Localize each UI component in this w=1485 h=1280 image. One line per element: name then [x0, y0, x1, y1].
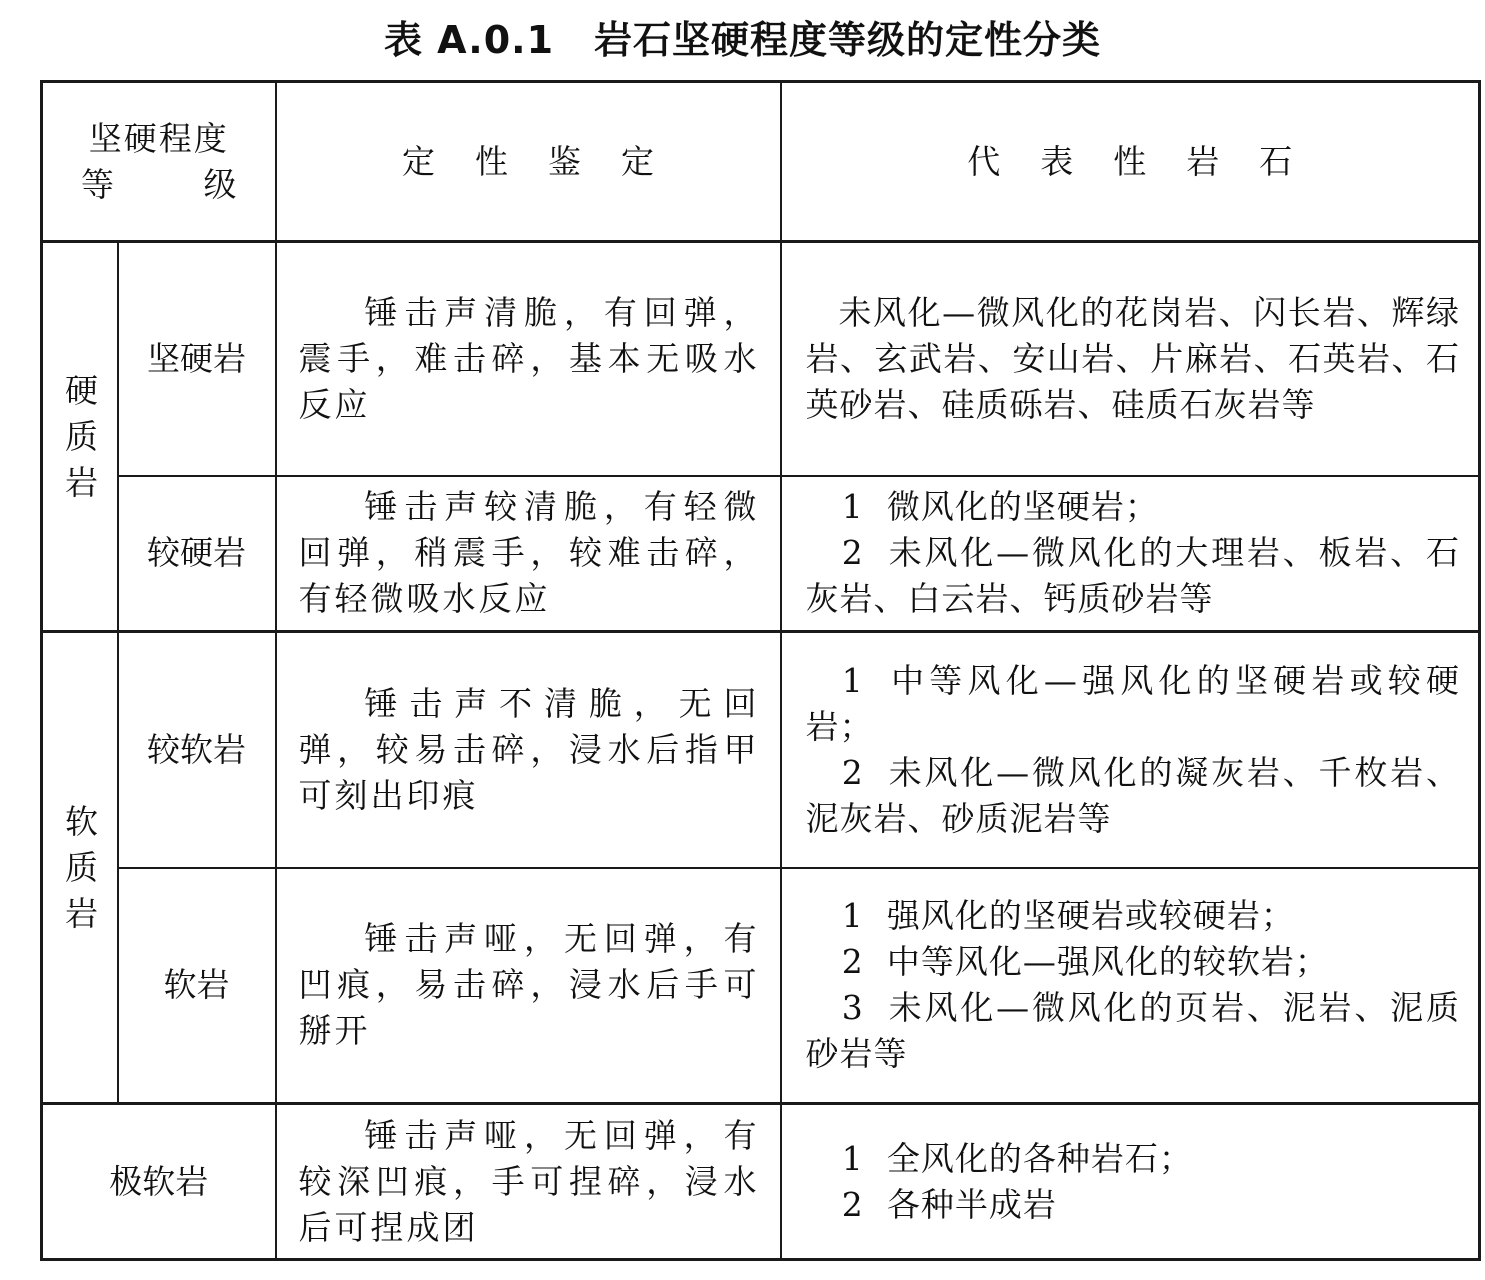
qualitative-very-soft: 锤击声哑，无回弹，有凹痕，易击碎，浸水后手可掰开 [276, 868, 781, 1104]
table-row [42, 868, 1480, 1104]
table-title-text: 岩石坚硬程度等级的定性分类 [594, 18, 1102, 62]
representative-soft [781, 632, 1480, 868]
header-qualitative: 定性鉴定 [276, 82, 781, 242]
representative-very-hard [781, 242, 1480, 476]
list-item: 2 未风化—微风化的凝灰岩、千枚岩、泥灰岩、砂质泥岩等 [805, 752, 1460, 838]
qualitative-extremely-soft: 锤击声哑，无回弹，有较深凹痕，手可捏碎，浸水后可捏成团 [276, 1104, 781, 1260]
list-item: 2 各种半成岩 [841, 1184, 1057, 1224]
group-hard-rock: 硬质岩 [42, 242, 118, 632]
table-number: 表 A.0.1 [383, 18, 555, 62]
table-row [42, 632, 1480, 868]
list-item: 2 未风化—微风化的大理岩、板岩、石灰岩、白云岩、钙质砂岩等 [805, 533, 1460, 619]
grade-very-hard: 坚硬岩 [118, 242, 276, 476]
grade-hard: 较硬岩 [118, 476, 276, 632]
header-representative: 代表性岩石 [781, 82, 1480, 242]
header-grade-deng: 等 [81, 164, 114, 204]
group-soft-rock: 软质岩 [42, 632, 118, 1104]
representative-extremely-soft [781, 1104, 1480, 1260]
rock-hardness-table [40, 80, 1481, 1261]
grade-very-soft: 软岩 [118, 868, 276, 1104]
representative-hard [781, 476, 1480, 632]
list-item: 2 中等风化—强风化的较软岩； [841, 942, 1329, 982]
qualitative-hard: 锤击声较清脆，有轻微回弹，稍震手，较难击碎，有轻微吸水反应 [276, 476, 781, 632]
grade-extremely-soft: 极软岩 [42, 1104, 276, 1260]
list-item: 3 未风化—微风化的页岩、泥岩、泥质砂岩等 [805, 988, 1460, 1074]
list-item: 1 全风化的各种岩石； [841, 1138, 1193, 1178]
representative-very-soft [781, 868, 1480, 1104]
table-row [42, 476, 1480, 632]
list-item: 1 强风化的坚硬岩或较硬岩； [841, 896, 1295, 936]
table-row [42, 1104, 1480, 1260]
grade-soft: 较软岩 [118, 632, 276, 868]
header-grade-cell [42, 82, 276, 242]
table-title [0, 12, 1485, 68]
list-item: 1 中等风化—强风化的坚硬岩或较硬岩； [805, 660, 1460, 746]
header-grade-line2 [43, 162, 275, 208]
header-grade-ji: 级 [203, 164, 237, 204]
qualitative-soft: 锤击声不清脆，无回弹，较易击碎，浸水后指甲可刻出印痕 [276, 632, 781, 868]
header-row [42, 82, 1480, 242]
header-grade-line1: 坚硬程度 [88, 118, 229, 158]
qualitative-very-hard: 锤击声清脆，有回弹，震手，难击碎，基本无吸水反应 [276, 242, 781, 476]
representative-text: 未风化—微风化的花岗岩、闪长岩、辉绿岩、玄武岩、安山岩、片麻岩、石英岩、石英砂岩、硅质砾岩、硅质石灰岩等 [805, 292, 1460, 424]
table-row [42, 242, 1480, 476]
list-item: 1 微风化的坚硬岩； [841, 487, 1159, 527]
